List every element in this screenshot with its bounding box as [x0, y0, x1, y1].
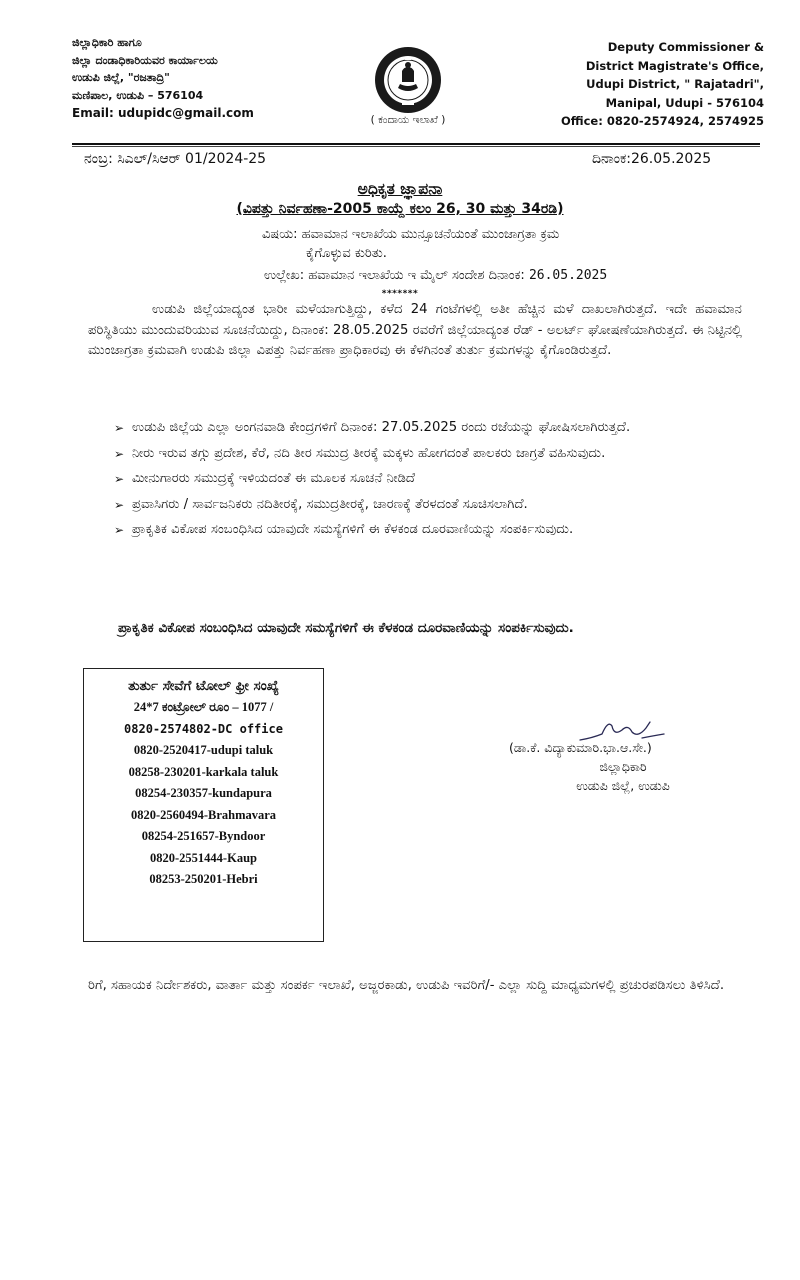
helpline-number: 0820-2574802-DC office [124, 721, 283, 736]
helpline-number: 08254-251657-Byndoor [141, 829, 266, 843]
list-item-text: ಪ್ರವಾಸಿಗರು / ಸಾರ್ವಜನಿಕರು ನದಿತೀರಕ್ಕೆ, ಸಮುದ್ರತೀರಕ್ಕೆ, ಚಾರಣಕ್ಕೆ ತೆರಳದಂತೆ ಸೂಚಿಸಲಾಗಿದೆ. [132, 496, 528, 512]
reference-label: ಉಲ್ಲೇಖ: ಹವಾಮಾನ ಇಲಾಖೆಯ ಇ ಮೈಲ್ ಸಂದೇಶ ದಿನಾಂಕ: [264, 268, 525, 283]
emblem-caption: ( ಕಂದಾಯ ಇಲಾಖೆ ) [370, 114, 446, 126]
signature-block [505, 738, 741, 795]
notice-subtitle: (ವಿಪತ್ತು ನಿರ್ವಹಣಾ-2005 ಕಾಯ್ದೆ ಕಲಂ 26, 30 ಮತ್ತು 34ರಡಿ) [236, 201, 564, 217]
list-item-text: ಪ್ರಾಕೃತಿಕ ವಿಕೋಪ ಸಂಬಂಧಿಸಿದ ಯಾವುದೇ ಸಮಸ್ಯೆಗಳಿಗೆ ಈ ಕೆಳಕಂಡ ದೂರವಾಣಿಯನ್ನು ಸಂಪರ್ಕಿಸುವುದು. [132, 522, 574, 538]
letterhead-line: ಜಿಲ್ಲಾಧಿಕಾರಿ ಹಾಗೂ [72, 36, 142, 49]
letterhead-line: ಮಣಿಪಾಲ, ಉಡುಪಿ – 576104 [72, 88, 204, 102]
arrow-bullet-icon: ➢ [114, 523, 125, 538]
letterhead-line: Manipal, Udupi - 576104 [605, 95, 764, 110]
helpline-number: 0820-2520417-udupi taluk [133, 743, 274, 757]
notice-title: ಅಧಿಕೃತ ಜ್ಞಾಪನಾ [357, 180, 443, 198]
arrow-bullet-icon: ➢ [114, 421, 125, 435]
letterhead-line: ಜಿಲ್ಲಾ ದಂಡಾಧಿಕಾರಿಯವರ ಕಾರ್ಯಾಲಯ [72, 53, 218, 67]
helpline-box [83, 668, 324, 942]
arrow-bullet-icon: ➢ [114, 472, 125, 487]
karnataka-emblem-icon [372, 44, 444, 116]
body-paragraph [88, 300, 742, 362]
letterhead-line: ಉಡುಪಿ ಜಿಲ್ಲೆ, "ರಜತಾದ್ರಿ" [72, 71, 170, 84]
subject [262, 225, 559, 263]
arrow-bullet-icon: ➢ [114, 497, 125, 512]
list-item-text: ಮೀನುಗಾರರು ಸಮುದ್ರಕ್ಕೆ ಇಳಿಯದಂತೆ ಈ ಮೂಲಕ ಸೂಚನೆ ನೀಡಿದೆ [132, 471, 415, 487]
helpline-title: ತುರ್ತು ಸೇವೆಗೆ ಟೋಲ್ ಫ್ರೀ ಸಂಖ್ಯೆ [128, 678, 279, 694]
letterhead-kannada [72, 34, 254, 123]
helpline-number: 0820-2560494-Brahmavara [130, 807, 277, 822]
list-item [92, 469, 746, 490]
list-item [92, 520, 746, 541]
document-date: ದಿನಾಂಕ:26.05.2025 [592, 151, 712, 167]
body-paragraph-text: ಉಡುಪಿ ಜಿಲ್ಲೆಯಾದ್ಯಂತ ಭಾರೀ ಮಳೆಯಾಗುತ್ತಿದ್ದು, ಕಳೆದ 24 ಗಂಟೆಗಳಲ್ಲಿ ಅತೀ ಹೆಚ್ಚಿನ ಮಳೆ ದಾಖಲಾಗಿರುತ್ತದೆ. ಇದೇ ಹವಾಮಾನ ಪರಿಸ್ಥಿತಿಯು ಮುಂದುವರಿಯುವ ಸೂಚನೆಯಿದ್ದು, ದಿನಾಂಕ: 28.05.2025 ರವರೆಗೆ ಜಿಲ್ಲೆಯಾದ್ಯಂತ ರೆಡ್ - ಅಲರ್ಟ್ ಘೋಷಣೆಯಾಗಿರುತ್ತದೆ. ಈ ನಿಟ್ಟಿನಲ್ಲಿ ಮುಂಜಾಗ್ರತಾ ಕ್ರಮವಾಗಿ ಉಡುಪಿ ಜಿಲ್ಲಾ ವಿಪತ್ತು ನಿರ್ವಹಣಾ ಪ್ರಾಧಿಕಾರವು ಈ ಕೆಳಗಿನಂತೆ ತುರ್ತು ಕ್ರಮಗಳನ್ನು ಕೈಗೊಂಡಿರುತ್ತದೆ. [88, 302, 742, 359]
list-item-text: ನೀರು ಇರುವ ತಗ್ಗು ಪ್ರದೇಶ, ಕೆರೆ, ನದಿ ತೀರ ಸಮುದ್ರ ತೀರಕ್ಕೆ ಮಕ್ಕಳು ಹೋಗದಂತೆ ಪಾಲಕರು ಜಾಗ್ರತೆ ವಹಿಸುವುದು. [132, 445, 606, 461]
signatory-name: (ಡಾ.ಕೆ. ವಿದ್ಯಾಕುಮಾರಿ.ಭಾ.ಆ.ಸೇ.) [509, 740, 652, 755]
letterhead-line: District Magistrate's Office, [585, 58, 764, 73]
copy-to-note: ರಿಗೆ, ಸಹಾಯಕ ನಿರ್ದೇಶಕರು, ವಾರ್ತಾ ಮತ್ತು ಸಂಪರ್ಕ ಇಲಾಖೆ, ಅಜ್ಜರಕಾಡು, ಉಡುಪಿ ಇವರಿಗೆ/- ಎಲ್ಲಾ ಸುದ್ದಿ ಮಾಧ್ಯಮಗಳಲ್ಲಿ ಪ್ರಚುರಪಡಿಸಲು ತಿಳಿಸಿದೆ. [88, 978, 725, 993]
reference-number: ನಂಬ್ರ: ಸಿಎಲ್/ಸಿಆರ್ 01/2024-25 [84, 151, 267, 167]
list-item [92, 418, 746, 439]
bold-note [88, 618, 742, 639]
list-item-text: ಉಡುಪಿ ಜಿಲ್ಲೆಯ ಎಲ್ಲಾ ಅಂಗನವಾಡಿ ಕೇಂದ್ರಗಳಿಗೆ ದಿನಾಂಕ: 27.05.2025 ರಂದು ರಜೆಯನ್ನು ಘೋಷಿಸಲಾಗಿರುತ್ತದೆ. [132, 420, 631, 435]
helpline-number: 08254-230357-kundapura [135, 786, 272, 800]
subject-line: ವಿಷಯ: ಹವಾಮಾನ ಇಲಾಖೆಯ ಮುನ್ಸೂಚನೆಯಂತೆ ಮುಂಜಾಗ್ರತಾ ಕ್ರಮ [262, 227, 560, 242]
helpline-number: 08258-230201-karkala taluk [128, 764, 279, 779]
signatory-designation: ಜಿಲ್ಲಾಧಿಕಾರಿ [599, 759, 647, 774]
office-phone: Office: 0820-2574924, 2574925 [561, 114, 764, 128]
separator-stars: ******* [381, 289, 419, 299]
letterhead-english [561, 38, 764, 131]
reference-line [264, 268, 607, 283]
subject-line-continued: ಕೈಗೊಳ್ಳುವ ಕುರಿತು. [306, 246, 387, 261]
list-item [92, 495, 746, 516]
bold-note-text: ಪ್ರಾಕೃತಿಕ ವಿಕೋಪ ಸಂಬಂಧಿಸಿದ ಯಾವುದೇ ಸಮಸ್ಯೆಗಳಿಗೆ ಈ ಕೆಳಕಂಡ ದೂರವಾಣಿಯನ್ನು ಸಂಪರ್ಕಿಸುವುದು. [118, 620, 574, 636]
header-divider-thin [72, 146, 760, 147]
letterhead-line: Udupi District, " Rajatadri", [586, 77, 764, 91]
measures-list [92, 418, 746, 546]
header-divider [72, 143, 760, 145]
letterhead-line: Deputy Commissioner & [607, 40, 764, 54]
office-email: Email: udupidc@gmail.com [72, 106, 254, 120]
helpline-number: 08253-250201-Hebri [149, 872, 258, 886]
helpline-number: 0820-2551444-Kaup [150, 850, 257, 865]
control-room-number: 24*7 ಕಂಟ್ರೋಲ್ ರೂಂ – 1077 / [133, 700, 274, 714]
reference-date: 26.05.2025 [528, 268, 608, 283]
list-item [92, 444, 746, 465]
arrow-bullet-icon: ➢ [114, 446, 125, 461]
signatory-office: ಉಡುಪಿ ಜಿಲ್ಲೆ, ಉಡುಪಿ [576, 778, 670, 793]
